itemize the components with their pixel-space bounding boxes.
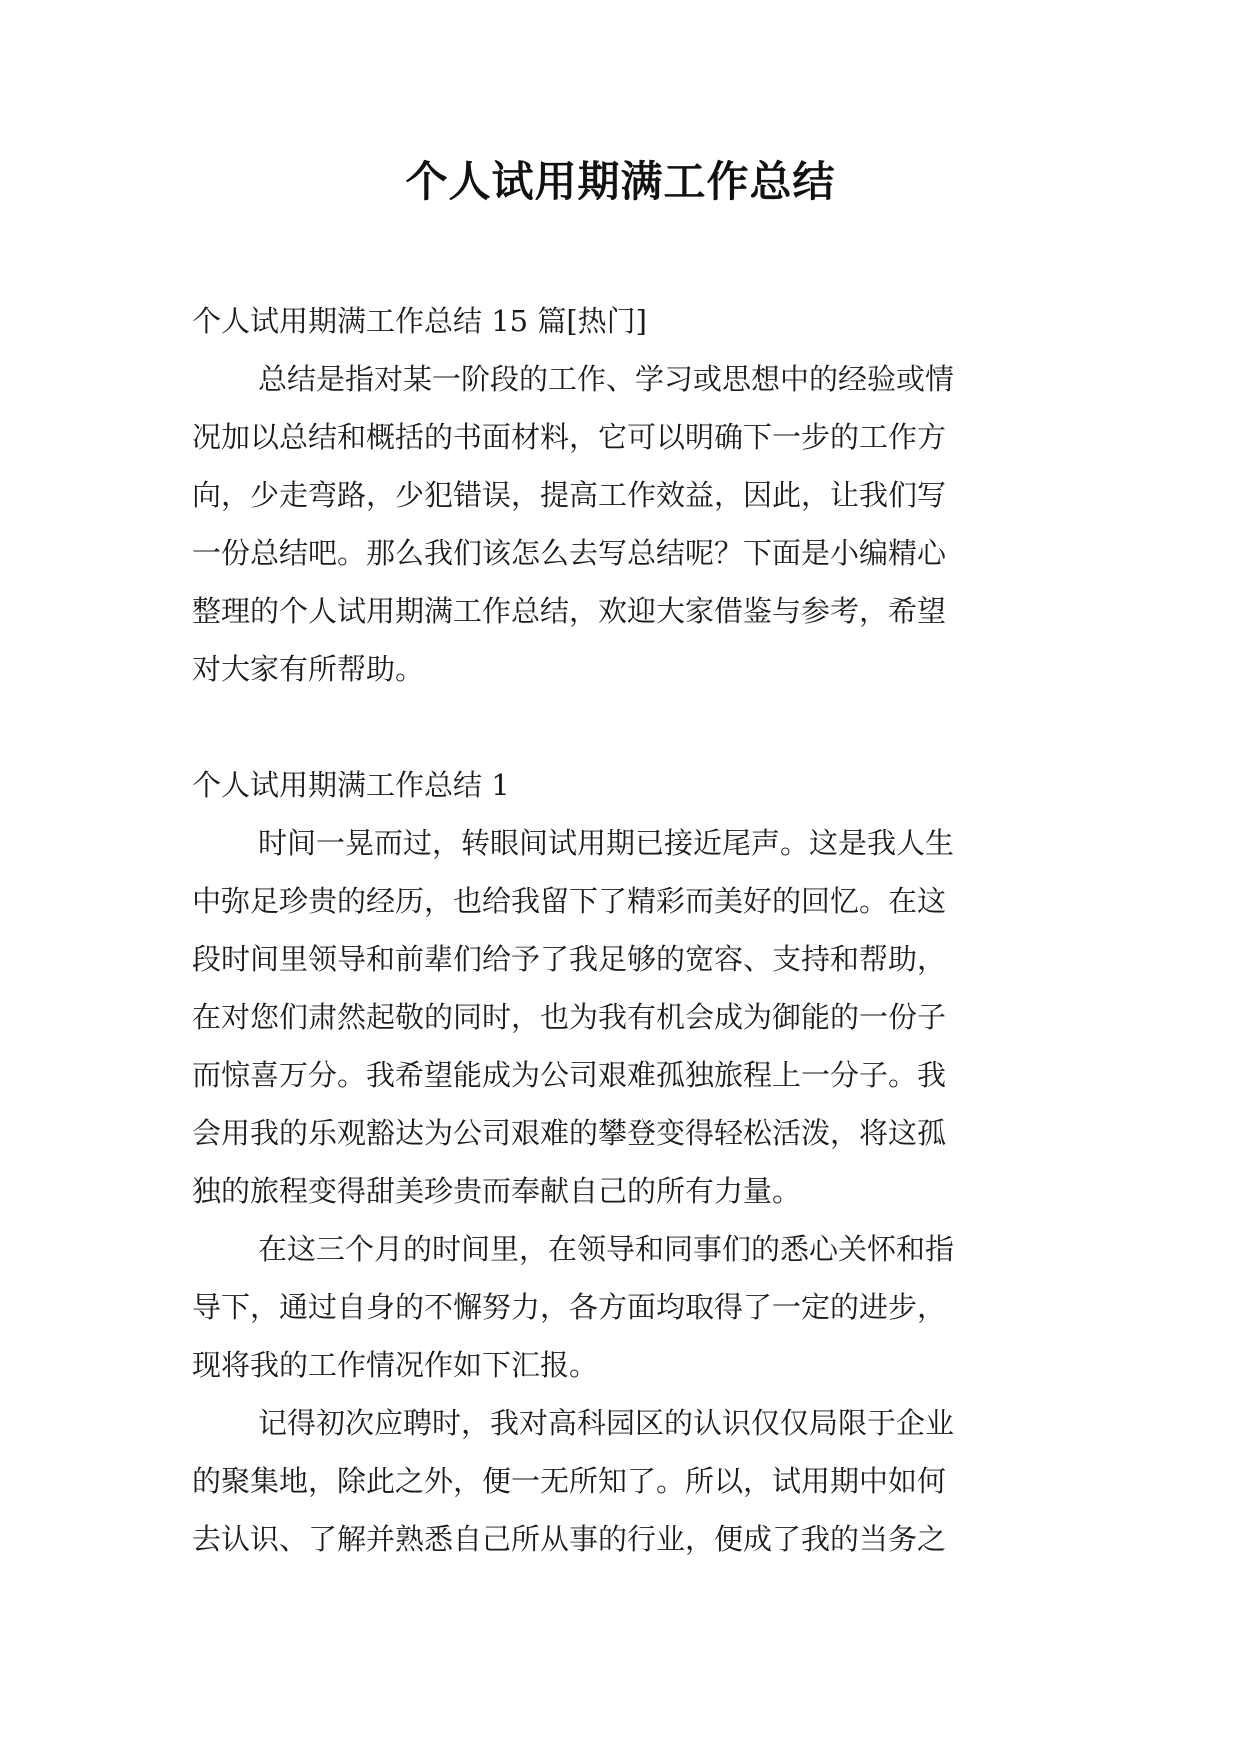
text-line: 去认识、了解并熟悉自己所从事的行业，便成了我的当务之 [192, 1522, 947, 1556]
document-body [192, 292, 1062, 1568]
document-title: 个人试用期满工作总结 [405, 157, 836, 206]
section-paragraph [192, 1394, 1062, 1568]
section-paragraph [192, 814, 1062, 1220]
text-line: 况加以总结和概括的书面材料，它可以明确下一步的工作方 [192, 420, 947, 454]
text-line: 总结是指对某一阶段的工作、学习或思想中的经验或情 [258, 362, 955, 396]
text-line: 向，少走弯路，少犯错误，提高工作效益，因此，让我们写 [192, 478, 947, 512]
text-line: 一份总结吧。那么我们该怎么去写总结呢？下面是小编精心 [192, 536, 947, 570]
text-line: 在对您们肃然起敬的同时，也为我有机会成为御能的一份子 [192, 1000, 947, 1034]
section-heading: 个人试用期满工作总结 1 [192, 768, 510, 802]
text-line: 记得初次应聘时，我对高科园区的认识仅仅局限于企业 [258, 1406, 955, 1440]
text-line: 导下，通过自身的不懈努力，各方面均取得了一定的进步， [192, 1290, 947, 1324]
text-line: 整理的个人试用期满工作总结，欢迎大家借鉴与参考，希望 [192, 594, 947, 628]
text-line: 中弥足珍贵的经历，也给我留下了精彩而美好的回忆。在这 [192, 884, 947, 918]
intro-paragraph [192, 350, 1062, 698]
text-line: 在这三个月的时间里，在领导和同事们的悉心关怀和指 [258, 1232, 955, 1266]
intro-heading: 个人试用期满工作总结 15 篇[热门] [192, 304, 647, 338]
text-line: 时间一晃而过，转眼间试用期已接近尾声。这是我人生 [258, 826, 955, 860]
text-line: 而惊喜万分。我希望能成为公司艰难孤独旅程上一分子。我 [192, 1058, 947, 1092]
text-line: 的聚集地，除此之外，便一无所知了。所以，试用期中如何 [192, 1464, 947, 1498]
section-paragraph [192, 1220, 1062, 1394]
text-line: 现将我的工作情况作如下汇报。 [192, 1348, 599, 1382]
text-line: 独的旅程变得甜美珍贵而奉献自己的所有力量。 [192, 1174, 802, 1208]
text-line: 段时间里领导和前辈们给予了我足够的宽容、支持和帮助， [192, 942, 947, 976]
section-spacer [192, 698, 1062, 756]
text-line: 对大家有所帮助。 [192, 652, 425, 686]
text-line: 会用我的乐观豁达为公司艰难的攀登变得轻松活泼，将这孤 [192, 1116, 947, 1150]
